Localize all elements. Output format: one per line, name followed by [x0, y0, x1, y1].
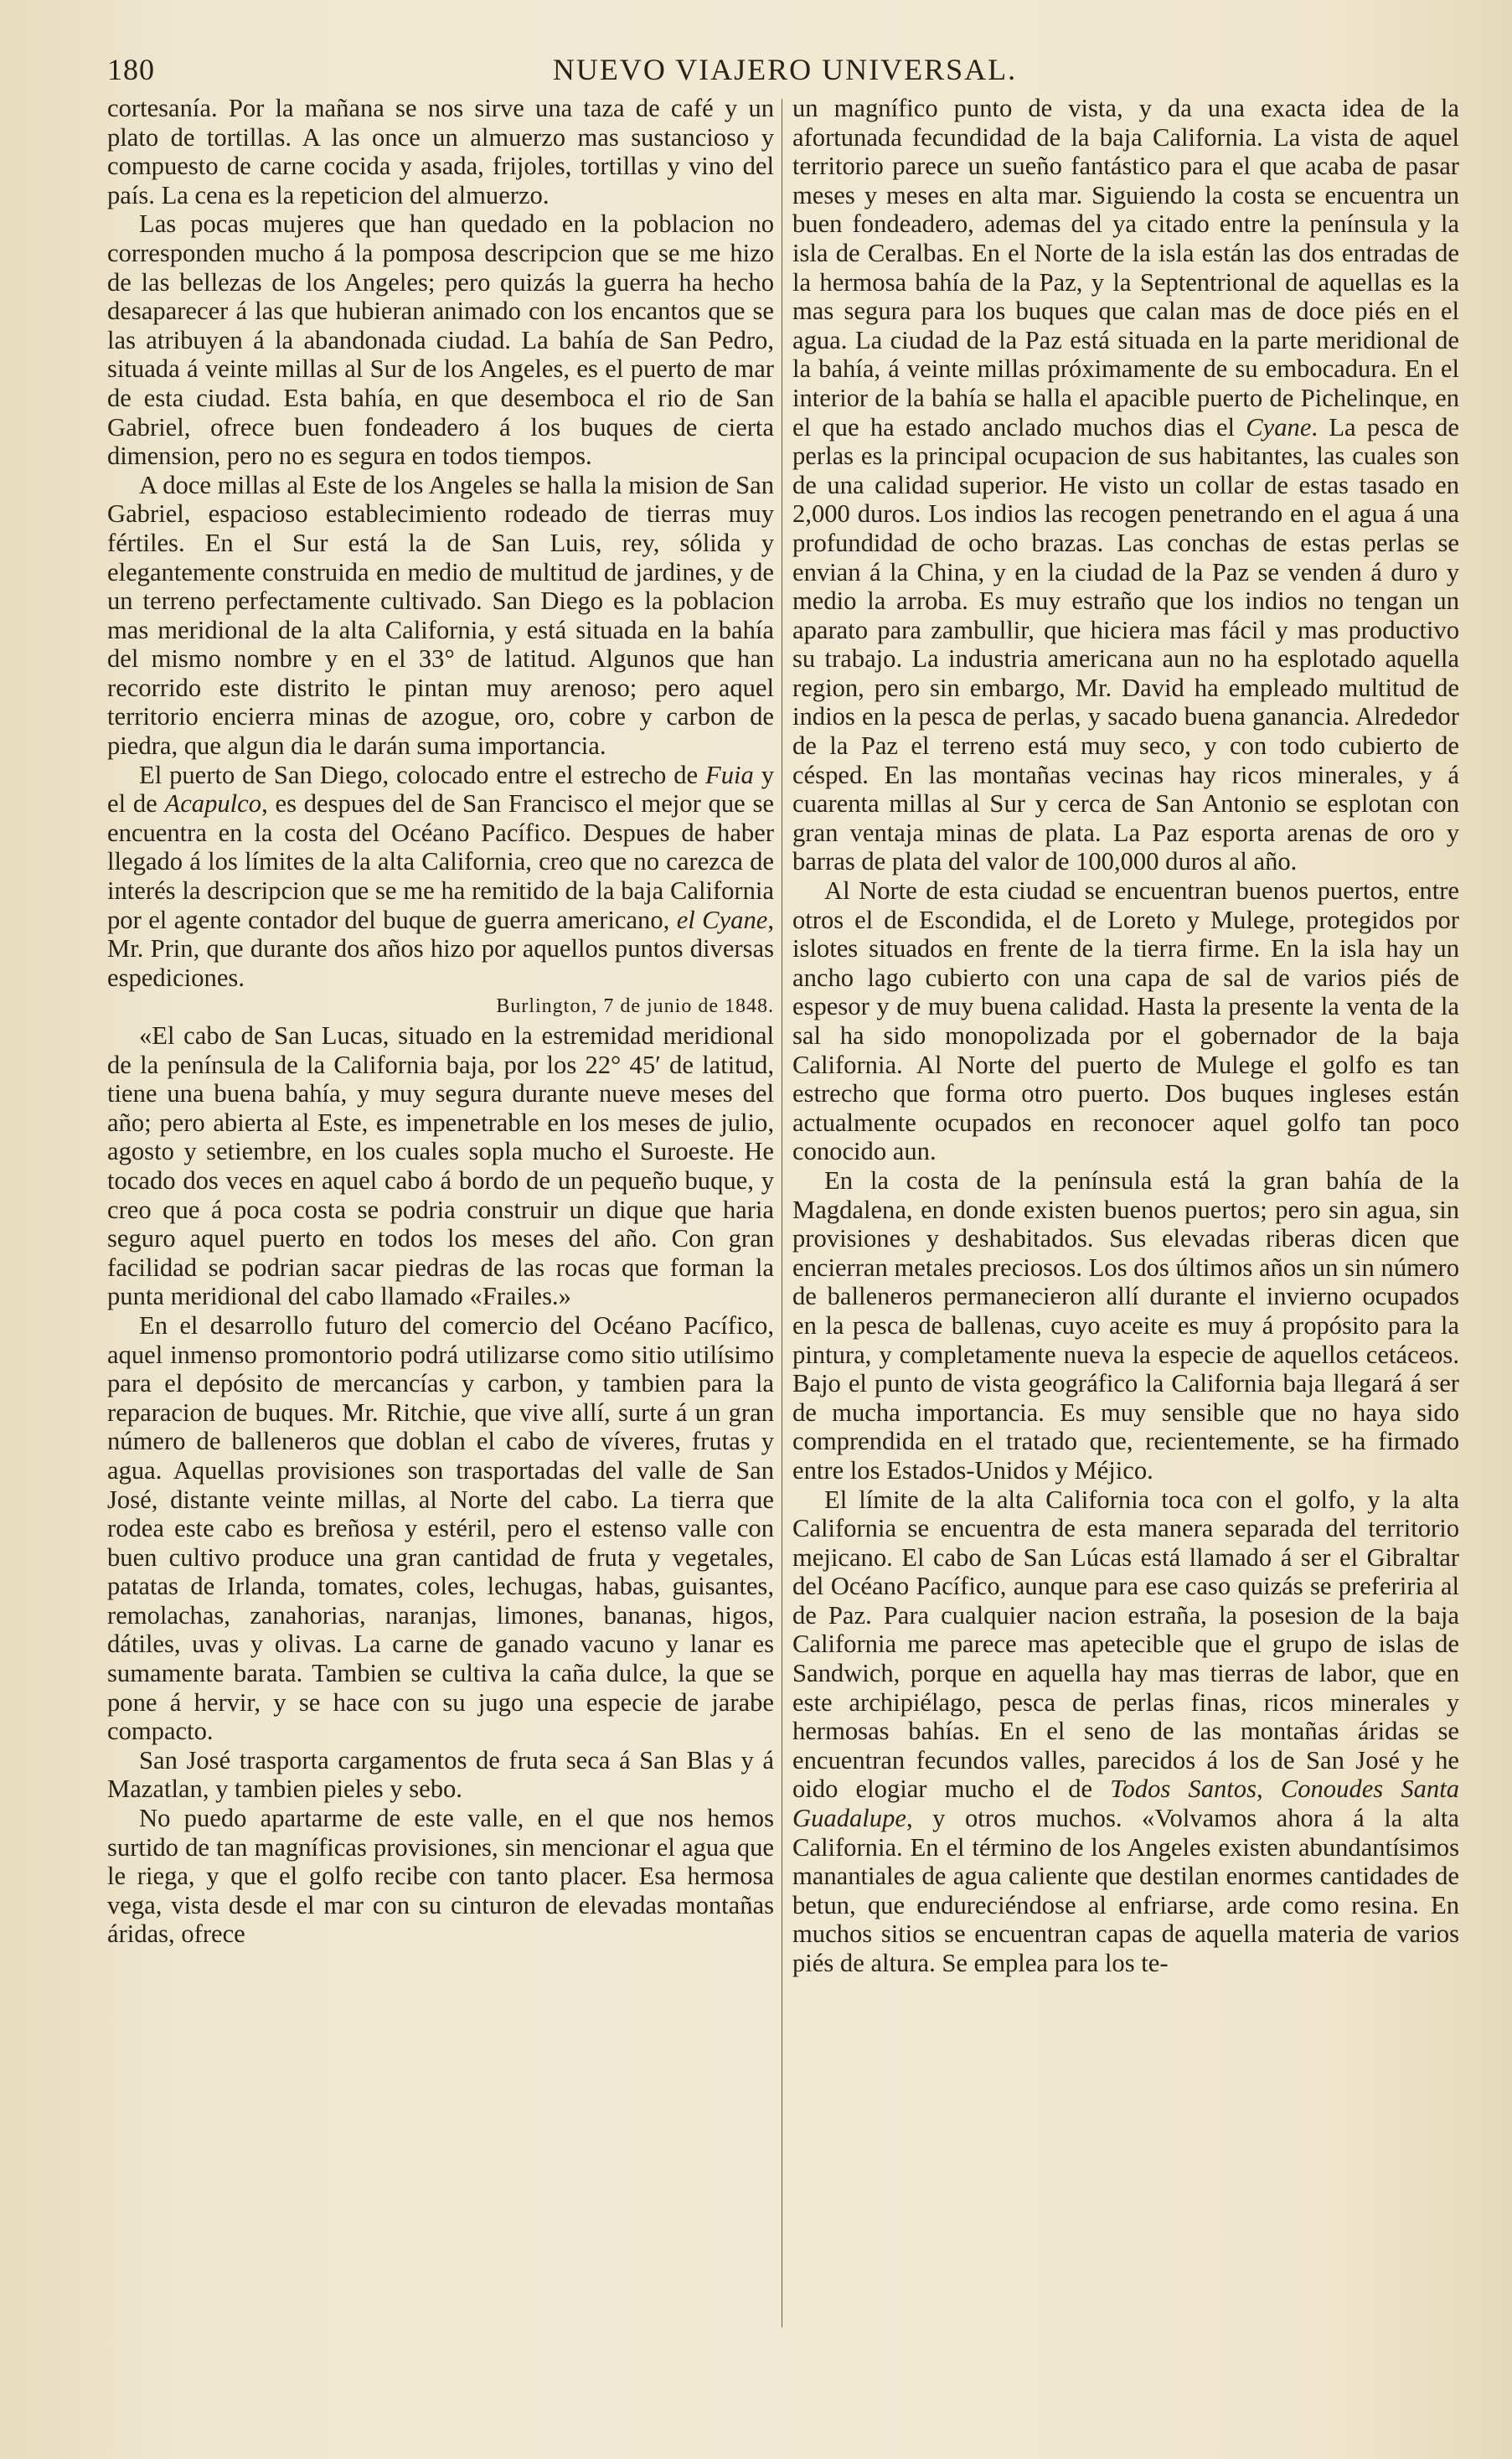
page-header [107, 52, 1463, 85]
paragraph [792, 94, 1459, 876]
dateline: Burlington, 7 de junio de 1848. [496, 995, 774, 1018]
italic-text: Acapulco [164, 789, 262, 819]
paragraph: A doce millas al Este de los Angeles se halla la mision de San Gabriel, espacioso establecimiento rodeado de tierras muy fértiles. En el Sur está la de San Luis, rey, sólida y elegantemente construida en medio de multitud de jardines, y de un terreno perfectamente cultivado. San Diego es la poblacion mas meridional de la alta California, y está situada en la bahía del mismo nombre y en el 33° de latitud. Algunos que han recorrido este distrito le pintan muy arenoso; pero aquel territorio encierra minas de azogue, oro, cobre y carbon de piedra, que algun dia le darán suma importancia. [107, 470, 774, 761]
paragraph [107, 761, 774, 993]
paragraph: Las pocas mujeres que han quedado en la poblacion no corresponden mucho á la pomposa descripcion que se me hizo de las bellezas de los Angeles; pero quizás la guerra ha hecho desaparecer á las que hubieran animado con los encantos que se las atribuyen á la abandonada ciudad. La bahía de San Pedro, situada á veinte millas al Sur de los Angeles, es el puerto de mar de esta ciudad. Esta bahía, en que desemboca el rio de San Gabriel, ofrece buen fondeadero á los buques de cierta dimension, pero no es segura en todos tiempos. [107, 209, 774, 471]
paragraph: En el desarrollo futuro del comercio del Océano Pacífico, aquel inmenso promontorio podrá utilizarse como sitio utilísimo para el depósito de mercancías y carbon, y tambien para la reparacion de buques. Mr. Ritchie, que vive allí, surte á un gran número de balleneros que doblan el cabo de víveres, frutas y agua. Aquellas provisiones son trasportadas del valle de San José, distante veinte millas, al Norte del cabo. La tierra que rodea este cabo es breñosa y estéril, pero el estenso valle con buen cultivo produce una gran cantidad de fruta y vegetales, patatas de Irlanda, tomates, coles, lechugas, habas, guisantes, remolachas, zanahorias, naranjas, limones, bananas, higos, dátiles, uvas y olivas. La carne de ganado vacuno y lanar es sumamente barata. Tambien se cultiva la caña dulce, la que se pone á hervir, y se hace con su jugo una especie de jarabe compacto. [107, 1310, 774, 1746]
paragraph [792, 1485, 1459, 1978]
paragraph: cortesanía. Por la mañana se nos sirve una taza de café y un plato de tortillas. A las once un almuerzo mas sustancioso y compuesto de carne cocida y asada, frijoles, tortillas y vino del país. La cena es la repeticion del almuerzo. [107, 94, 774, 209]
text-run: , Mr. Prin, que durante dos años hizo por aquellos puntos diversas espediciones. [107, 905, 774, 992]
right-column [792, 94, 1459, 1978]
italic-text: Fuia [705, 760, 754, 789]
paragraph: San José trasporta cargamentos de fruta seca á San Blas y á Mazatlan, y tambien pieles y sebo. [107, 1745, 774, 1804]
paragraph: Al Norte de esta ciudad se encuentran buenos puertos, entre otros el de Escondida, el de Loreto y Mulege, protegidos por islotes situados en frente de la tierra firme. En la isla hay un ancho lago cubierto con una capa de sal de varios piés de espesor y de muy buena calidad. Hasta la presente la venta de la sal ha sido monopolizada por el gobernador de la baja California. Al Norte del puerto de Mulege el golfo es tan estrecho que forma otro puerto. Dos buques ingleses están actualmente ocupados en reconocer aquel golfo tan poco conocido aun. [792, 876, 1459, 1166]
italic-text: Conoudes Santa Guadalupe [792, 1775, 1460, 1833]
paragraph: No puedo apartarme de este valle, en el que nos hemos surtido de tan magníficas provisiones, sin mencionar el agua que le riega, y que el golfo recibe con tanto placer. Esa hermosa vega, vista desde el mar con su cinturon de elevadas montañas áridas, ofrece [107, 1804, 774, 1949]
page-number: 180 [107, 53, 155, 86]
text-run: , es despues del de San Francisco el mejor que se encuentra en la costa del Océano Pacífico. Despues de haber llegado á los límites de la alta California, creo que no carezca de interés la descripcion que se me ha remitido de la baja California por el agente contador del buque de guerra americano, [107, 789, 774, 934]
text-run: El límite de la alta California toca con el golfo, y la alta California se encuentra de esta manera separada del territorio mejicano. El cabo de San Lúcas está llamado á ser el Gibraltar del Océano Pacífico, aunque para ese caso quizás se preferiria al de Paz. Para cualquier nacion estraña, la posesion de la baja California me parece mas apetecible que el grupo de islas de Sandwich, porque en aquella hay mas tierras de labor, que en este archipiélago, pesca de perlas finas, ricos minerales y hermosas bahías. En el seno de las montañas áridas se encuentran fecundos valles, parecidos á los de San José y he oido elogiar mucho el de [792, 1485, 1459, 1804]
italic-text: Cyane [1246, 412, 1312, 442]
left-column [107, 94, 774, 1949]
italic-text: el Cyane [676, 905, 768, 934]
text-run: y el de [107, 760, 774, 819]
text-run: , y otros muchos. «Volvamos ahora á la alta California. En el término de los Angeles existen abundantísimos manantiales de agua caliente que destilan enormes cantidades de betun, que endureciéndose al enfriarse, arde como resina. En muchos sitios se encuentran capas de aquella materia de varios piés de altura. Se emplea para los te- [792, 1804, 1459, 1977]
text-run: El puerto de San Diego, colocado entre el estrecho de [139, 760, 705, 789]
running-title: NUEVO VIAJERO UNIVERSAL. [552, 53, 1018, 86]
text-run: , [1257, 1775, 1281, 1804]
paragraph: «El cabo de San Lucas, situado en la estremidad meridional de la península de la California baja, por los 22° 45′ de latitud, tiene una buena bahía, y muy segura durante nueve meses del año; pero abierta al Este, es impenetrable en los meses de julio, agosto y setiembre, en los cuales sopla mucho el Suroeste. He tocado dos veces en aquel cabo á bordo de un pequeño buque, y creo que á poca costa se podria construir un dique que haria seguro aquel puerto en todos los meses del año. Con gran facilidad se podrian sacar piedras de las rocas que forman la punta meridional del cabo llamado «Frailes.» [107, 1021, 774, 1311]
paragraph: En la costa de la península está la gran bahía de la Magdalena, en donde existen buenos puertos; pero sin agua, sin provisiones y deshabitados. Sus elevadas riberas dicen que encierran metales preciosos. Los dos últimos años un sin número de balleneros permanecieron allí durante el invierno ocupados en la pesca de ballenas, cuyo aceite es muy á propósito para la pintura, y completamente nueva la especie de aquellos cetáceos. Bajo el punto de vista geográfico la California baja llegará á ser de mucha importancia. Es muy sensible que no haya sido comprendida en el tratado que, recientemente, se ha firmado entre los Estados-Unidos y Méjico. [792, 1165, 1459, 1485]
text-run: . La pesca de perlas es la principal ocupacion de sus habitantes, las cuales son de una calidad superior. He visto un collar de estas tasado en 2,000 duros. Los indios las recogen penetrando en el agua á una profundidad de ocho brazas. Las conchas de estas perlas se envian á la China, y en la ciudad de la Paz se venden á duro y medio la arroba. Es muy estraño que los indios no tengan un aparato para zambullir, que hiciera mas fácil y mas productivo su trabajo. La industria americana aun no ha esplotado aquella region, pero sin embargo, Mr. David ha empleado multitud de indios en la pesca de perlas, y sacado buena ganancia. Alrededor de la Paz el terreno está muy seco, y con todo cubierto de césped. En las montañas vecinas hay ricos minerales, y á cuarenta millas al Sur y cerca de San Antonio se esplotan con gran ventaja minas de plata. La Paz esporta arenas de oro y barras de plata del valor de 100,000 duros al año. [792, 412, 1459, 876]
text-run: un magnífico punto de vista, y da una exacta idea de la afortunada fecundidad de la baja California. La vista de aquel territorio parece un sueño fantástico para el que acaba de pasar meses y meses en alta mar. Siguiendo la costa se encuentra un buen fondeadero, ademas del ya citado entre la península y la isla de Ceralbas. En el Norte de la isla están las dos entradas de la hermosa bahía de la Paz, y la Septentrional de aquellas es la mas segura para los buques que calan mas de doce piés en el agua. La ciudad de la Paz está situada en la parte meridional de la bahía, á veinte millas próximamente de su embocadura. En el interior de la bahía se halla el apacible puerto de Pichelinque, en el que ha estado anclado muchos dias el [792, 94, 1459, 442]
italic-text: Todos Santos [1110, 1775, 1257, 1804]
